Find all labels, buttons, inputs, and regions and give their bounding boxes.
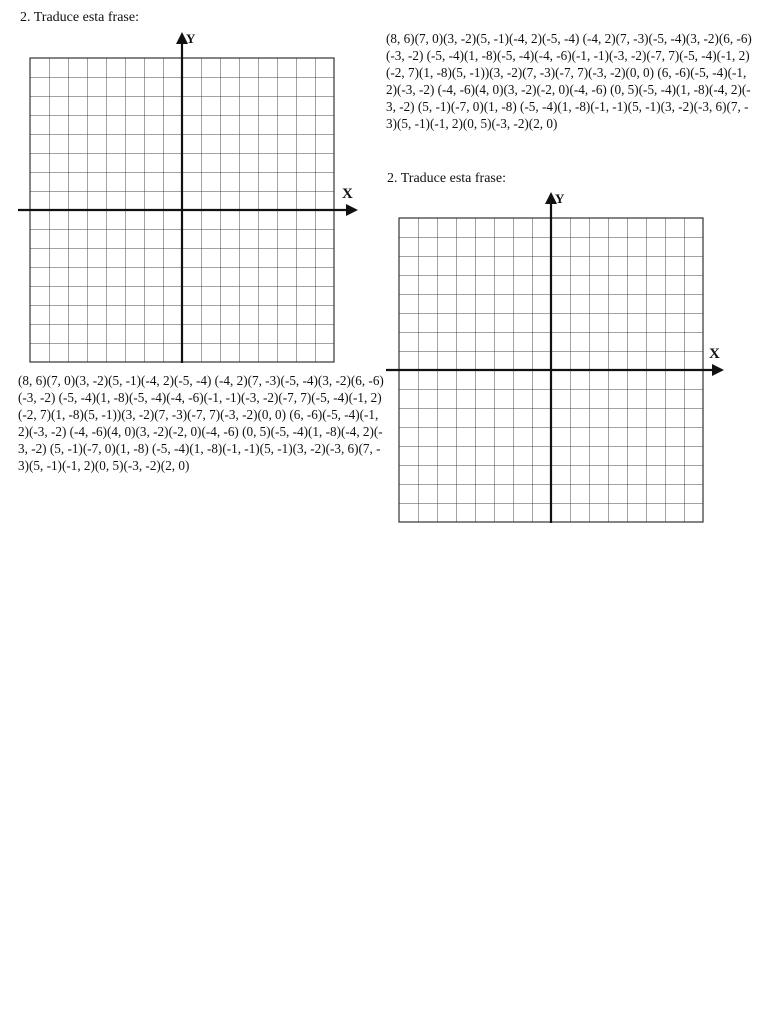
right-x-arrow-icon <box>712 364 724 376</box>
right-coordinate-plane <box>386 190 728 525</box>
left-heading: 2. Traduce esta frase: <box>20 10 139 25</box>
left-y-label: Y <box>186 31 196 46</box>
left-coordinates-text: (8, 6)(7, 0)(3, -2)(5, -1)(-4, 2)(-5, -4) (-4, 2)(7, -3)(-5, -4)(3, -2)(6, -6)(-3, -2) (-5, -4)(1, -8)(-5, -4)(-4, -6)(-1, -1)(-3, -2)(-7, 7)(-5, -4)(-1, 2) (-2, 7)(1, -8)(5, -1))(3, -2)(7, -3)(-7, 7)(-3, -2)(0, 0) (6, -6)(-5, -4)(-1, 2)(-3, -2) (-4, -6)(4, 0)(3, -2)(-2, 0)(-4, -6) (0, 5)(-5, -4)(1, -8)(-4, 2)(-3, -2) (5, -1)(-7, 0)(1, -8) (-5, -4)(1, -8)(-1, -1)(5, -1)(3, -2)(-3, 6)(7, -3)(5, -1)(-1, 2)(0, 5)(-3, -2)(2, 0) <box>18 373 384 473</box>
left-coordinate-plane <box>18 30 360 365</box>
right-coordinates-text: (8, 6)(7, 0)(3, -2)(5, -1)(-4, 2)(-5, -4) (-4, 2)(7, -3)(-5, -4)(3, -2)(6, -6)(-3, -2) (-5, -4)(1, -8)(-5, -4)(-4, -6)(-1, -1)(-3, -2)(-7, 7)(-5, -4)(-1, 2) (-2, 7)(1, -8)(5, -1))(3, -2)(7, -3)(-7, 7)(-3, -2)(0, 0) (6, -6)(-5, -4)(-1, 2)(-3, -2) (-4, -6)(4, 0)(3, -2)(-2, 0)(-4, -6) (0, 5)(-5, -4)(1, -8)(-4, 2)(-3, -2) (5, -1)(-7, 0)(1, -8) (-5, -4)(1, -8)(-1, -1)(5, -1)(3, -2)(-3, 6)(7, -3)(5, -1)(-1, 2)(0, 5)(-3, -2)(2, 0) <box>386 31 752 131</box>
right-x-label: X <box>709 346 720 362</box>
right-y-label: Y <box>555 191 565 206</box>
right-heading: 2. Traduce esta frase: <box>387 171 506 186</box>
left-x-label: X <box>342 186 353 202</box>
left-x-arrow-icon <box>346 204 358 216</box>
